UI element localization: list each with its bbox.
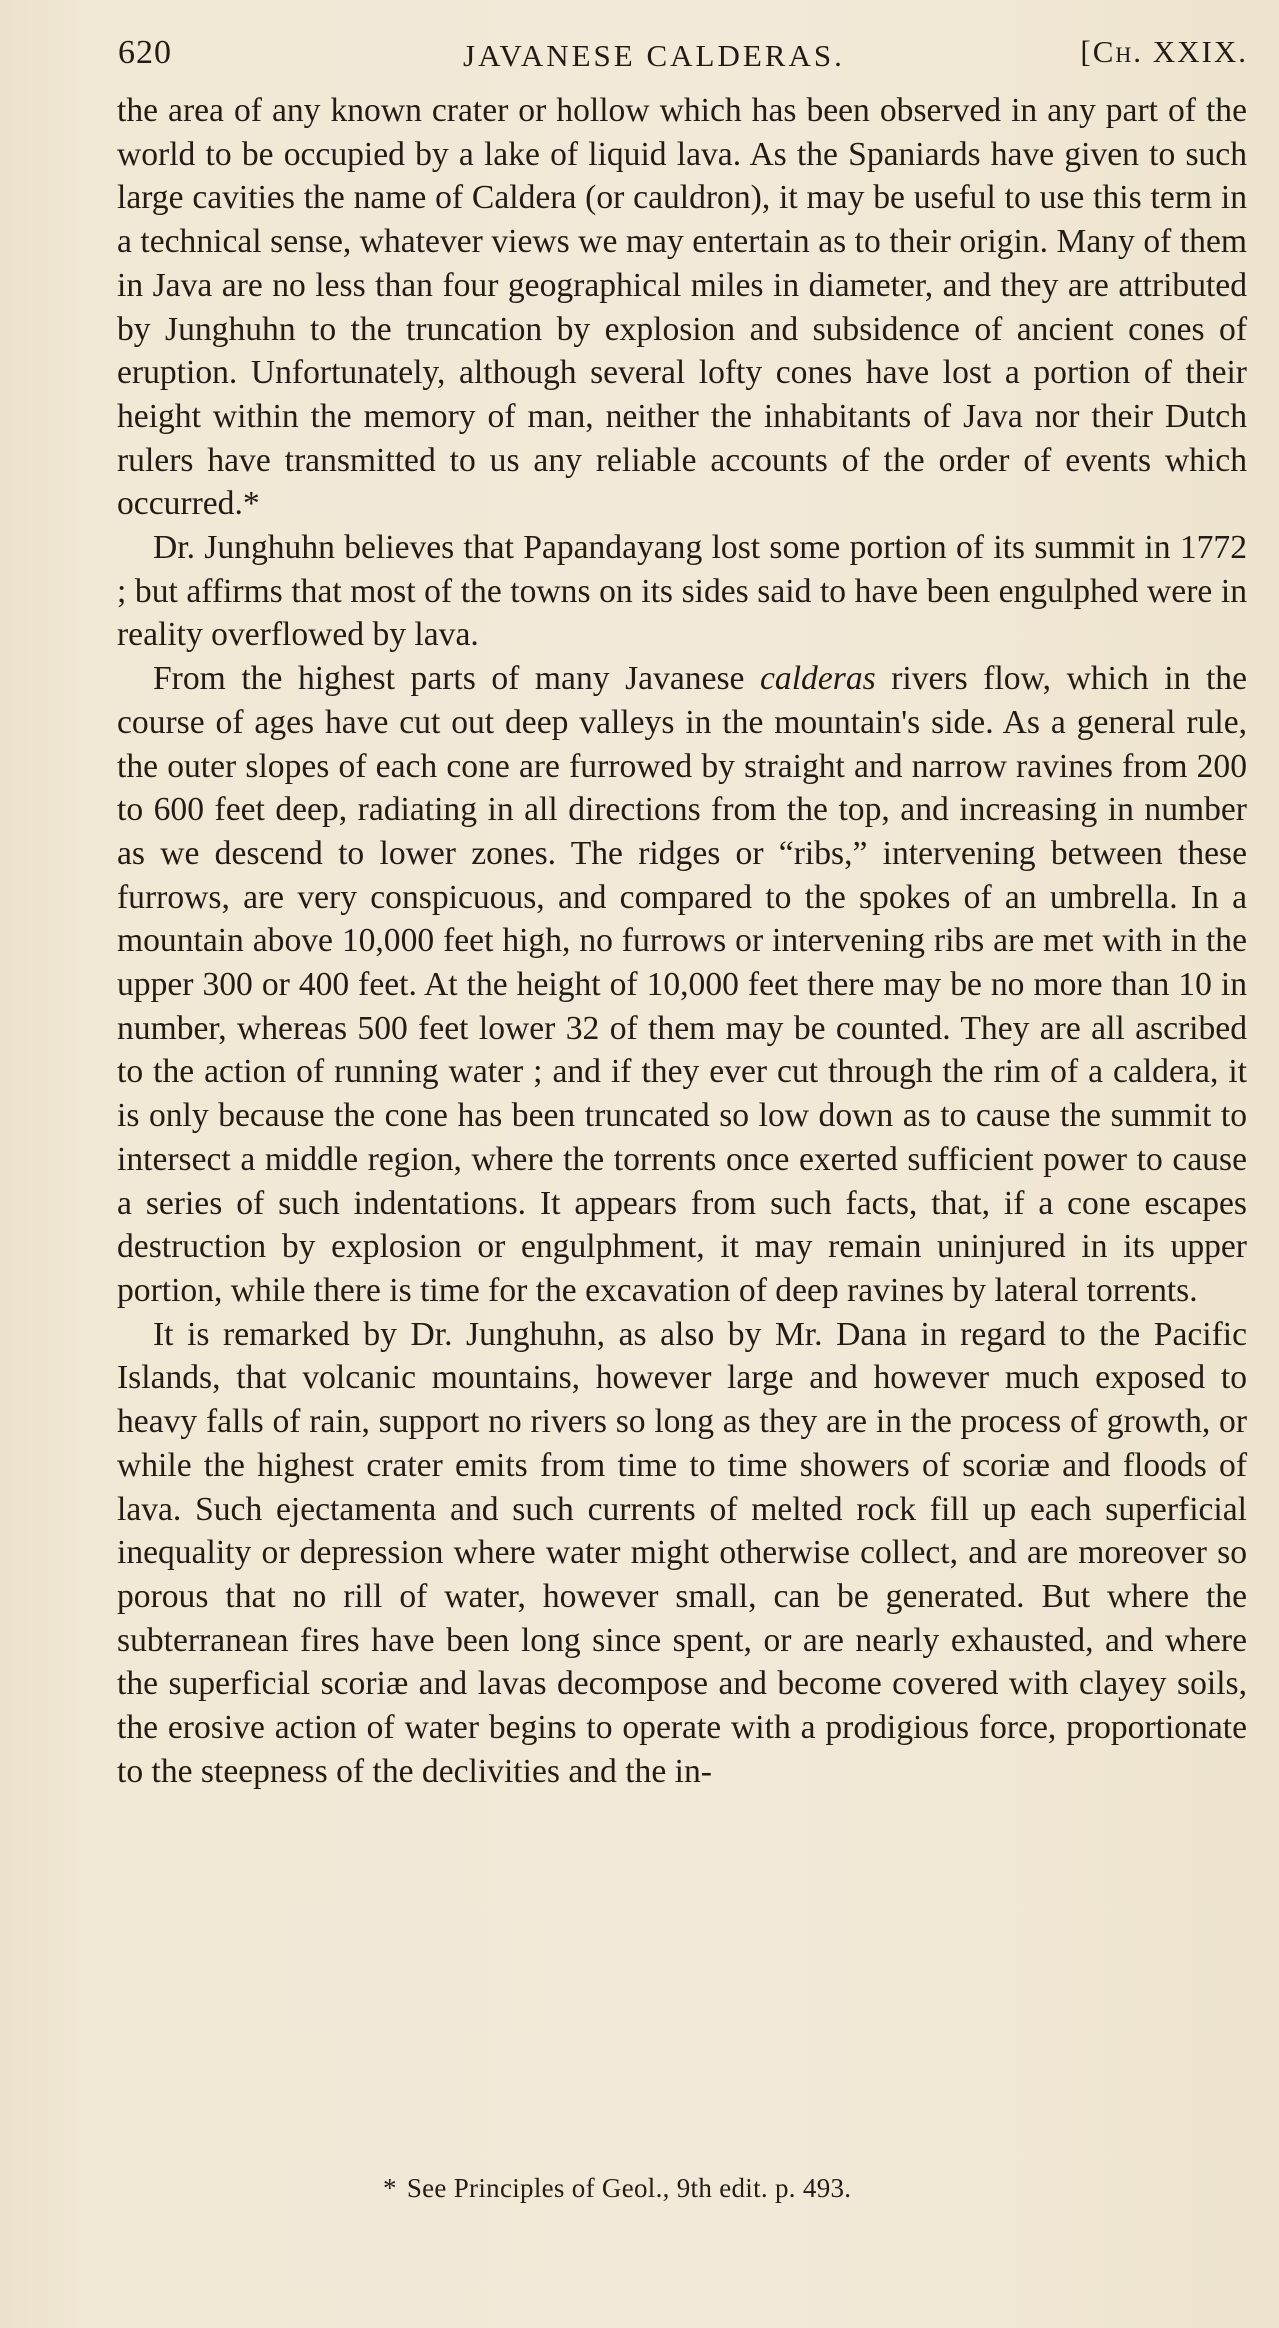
body-text	[117, 89, 1247, 1793]
page-number: 620	[118, 34, 172, 71]
footnote-mark: *	[383, 2173, 397, 2203]
paragraph-2: Dr. Junghuhn believes that Papandayang lost some portion of its summit in 1772 ; but affirms that most of the towns on its sides said to have been engulphed were in reality overflowed by lava.	[117, 529, 1247, 654]
footnote-text: See Principles of Geol., 9th edit. p. 493.	[406, 2173, 852, 2203]
paragraph-3: From the highest parts of many Javanese calderas rivers flow, which in the course of ages have cut out deep valleys in the mountain's side. As a general rule, the outer slopes of each cone are furrowed by straight and narrow ravines from 200 to 600 feet deep, radiating in all directions from the top, and increasing in number as we descend to lower zones. The ridges or “ribs,” intervening between these furrows, are very conspicuous, and compared to the spokes of an umbrella. In a mountain above 10,000 feet high, no furrows or intervening ribs are met with in the upper 300 or 400 feet. At the height of 10,000 feet there may be no more than 10 in number, whereas 500 feet lower 32 of them may be counted. They are all ascribed to the action of running water ; and if they ever cut through the rim of a caldera, it is only because the cone has been truncated so low down as to cause the summit to intersect a middle region, where the torrents once exerted sufficient power to cause a series of such indentations. It appears from such facts, that, if a cone escapes destruction by explosion or engulphment, it may remain uninjured in its upper portion, while there is time for the excavation of deep ravines by lateral torrents.	[117, 660, 1247, 1309]
running-header	[118, 34, 1248, 84]
paragraph-4: It is remarked by Dr. Junghuhn, as also by Mr. Dana in regard to the Pacific Islands, that volcanic mountains, however large and however much exposed to heavy falls of rain, support no rivers so long as they are in the process of growth, or while the highest crater emits from time to time showers of scoriæ and floods of lava. Such ejectamenta and such currents of melted rock fill up each superficial inequality or depression where water might otherwise collect, and are moreover so porous that no rill of water, however small, can be generated. But where the subterranean fires have been long since spent, or are nearly exhausted, and where the superficial scoriæ and lavas decompose and become covered with clayey soils, the erosive action of water begins to operate with a prodigious force, proportionate to the steepness of the declivities and the in-	[117, 1315, 1247, 1790]
italic-term: calderas	[760, 660, 876, 698]
footnote	[383, 2173, 851, 2204]
paragraph-1: the area of any known crater or hollow which has been observed in any part of the world to be occupied by a lake of liquid lava. As the Spaniards have given to such large cavities the name of Caldera (or cauldron), it may be useful to use this term in a technical sense, whatever views we may entertain as to their origin. Many of them in Java are no less than four geographical miles in diameter, and they are attributed by Junghuhn to the truncation by explosion and subsidence of ancient cones of eruption. Unfortunately, although several lofty cones have lost a portion of their height within the memory of man, neither the inhabitants of Java nor their Dutch rulers have transmitted to us any reliable accounts of the order of events which occurred.*	[117, 92, 1247, 523]
chapter-label: [Ch. XXIX.	[1080, 34, 1248, 69]
running-title: JAVANESE CALDERAS.	[463, 38, 845, 73]
